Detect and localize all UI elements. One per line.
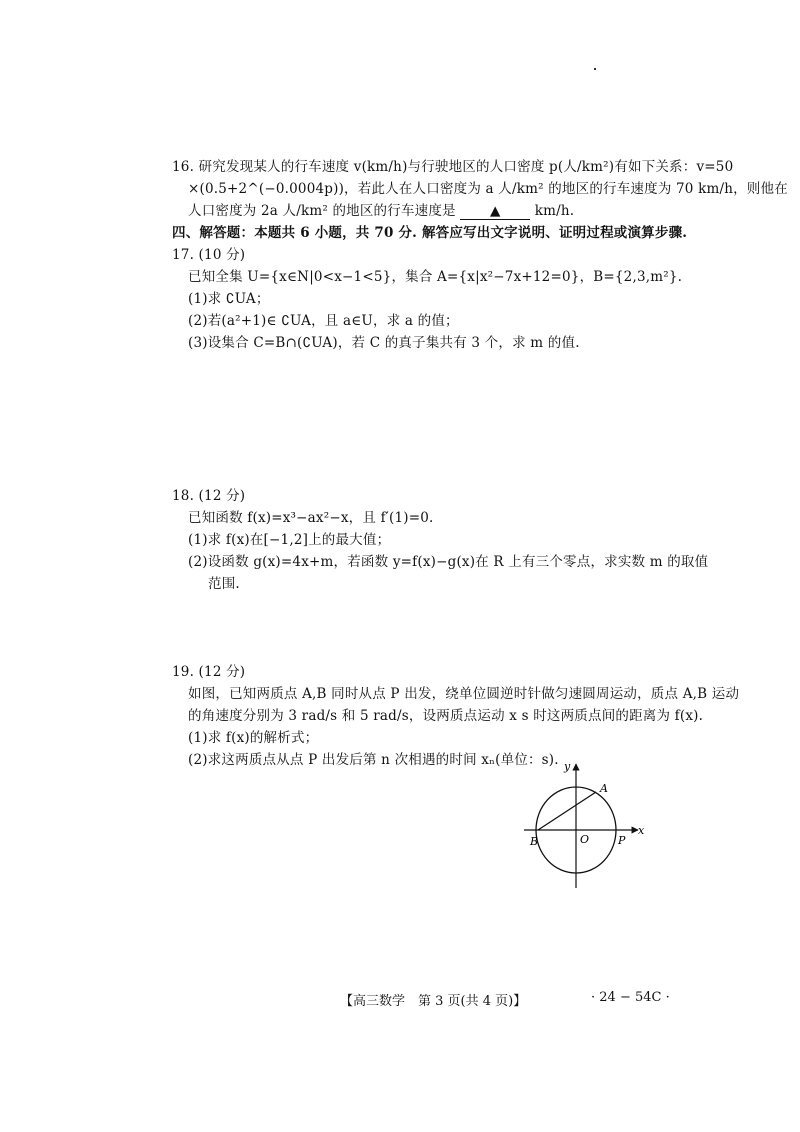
q17-part2: (2)若(a²+1)∈ ∁UA，且 a∈U，求 a 的值；	[188, 313, 459, 329]
q16-line3-before: 人口密度为 2a 人/km² 的地区的行车速度是	[188, 203, 456, 219]
q18-stem: 已知函数 f(x)=x³−ax²−x，且 f′(1)=0.	[188, 510, 434, 526]
q16-line1: 16. 研究发现某人的行车速度 v(km/h)与行驶地区的人口密度 p(人/km²)有如下关系：v=50	[172, 159, 734, 175]
q16-answer-blank: ▲	[460, 203, 530, 220]
q16-line2: ×(0.5+2^(−0.0004p))，若此人在人口密度为 a 人/km² 的地区的行车速度为 70 km/h，则他在	[188, 181, 788, 197]
q19-part2: (2)求这两质点从点 P 出发后第 n 次相遇的时间 xₙ(单位：s).	[188, 752, 559, 768]
q18-part1: (1)求 f(x)在[−1,2]上的最大值；	[188, 532, 391, 548]
q18-part2-line1: (2)设函数 g(x)=4x+m，若函数 y=f(x)−g(x)在 R 上有三个零点，求实数 m 的取值	[188, 554, 709, 570]
chord-ab	[538, 792, 596, 830]
q18-part2-line2: 范围.	[208, 576, 240, 592]
q17-part1: (1)求 ∁UA；	[188, 291, 270, 307]
point-label-b: B	[530, 835, 539, 848]
axis-label-x: x	[638, 824, 645, 837]
point-label-o: O	[580, 833, 590, 846]
q18-header: 18. (12 分)	[172, 488, 246, 504]
q19-figure	[510, 758, 650, 898]
q17-part3: (3)设集合 C=B∩(∁UA)，若 C 的真子集共有 3 个，求 m 的值.	[188, 335, 580, 351]
point-label-p: P	[618, 834, 626, 847]
q16-line3-after: km/h.	[534, 203, 575, 219]
q19-header: 19. (12 分)	[172, 664, 246, 680]
q19-stem-line2: 的角速度分别为 3 rad/s 和 5 rad/s，设两质点运动 x s 时这两质点间的距离为 f(x).	[188, 708, 704, 724]
q17-header: 17. (10 分)	[172, 247, 246, 263]
page-footer-code: · 24 − 54C ·	[591, 990, 670, 1005]
point-label-a: A	[600, 782, 608, 795]
axis-label-y: y	[564, 760, 571, 773]
page-footer-center: 【高三数学 第 3 页(共 4 页)】	[340, 994, 527, 1009]
q17-stem: 已知全集 U={x∈N|0<x−1<5}，集合 A={x|x²−7x+12=0}，B={2,3,m²}.	[188, 269, 683, 285]
q19-part1: (1)求 f(x)的解析式；	[188, 730, 319, 746]
scan-speck	[594, 68, 596, 70]
section-four-heading: 四、解答题：本题共 6 小题，共 70 分. 解答应写出文字说明、证明过程或演算步骤.	[172, 225, 688, 241]
q19-stem-line1: 如图，已知两质点 A,B 同时从点 P 出发，绕单位圆逆时针做匀速圆周运动，质点 A,B 运动	[188, 686, 740, 702]
q16-line3	[188, 201, 574, 221]
